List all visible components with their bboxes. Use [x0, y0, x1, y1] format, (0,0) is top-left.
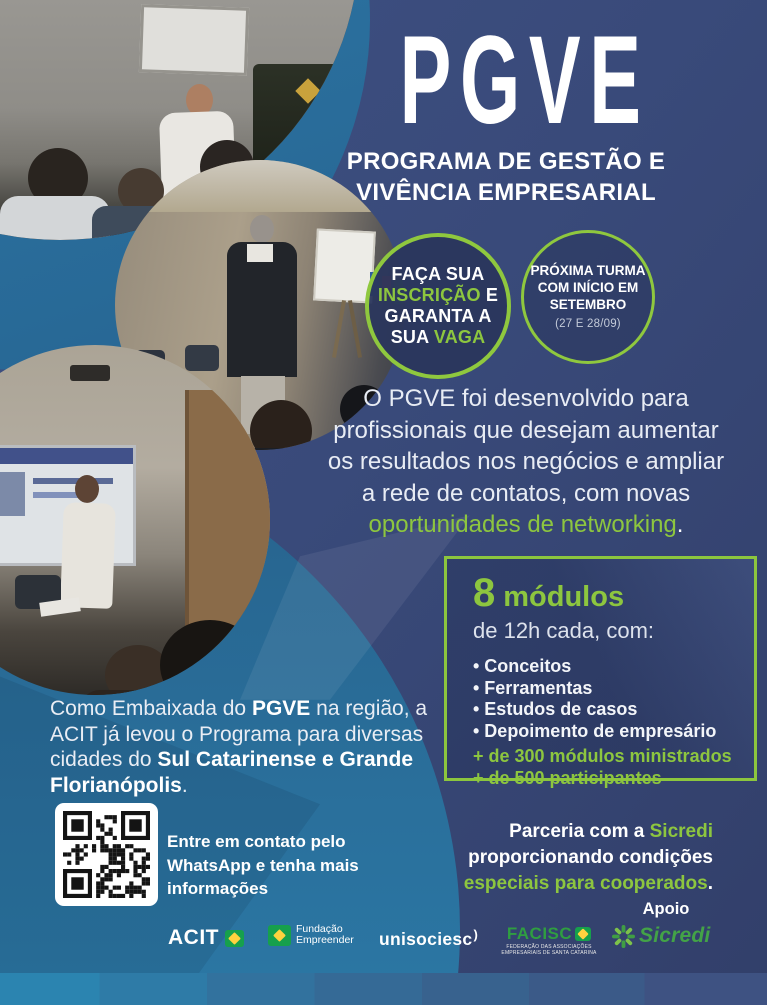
fundacao-empreender-label: Fundação Empreender	[296, 923, 354, 946]
modules-heading: 8 módulos	[473, 571, 625, 615]
fundacao-empreender-icon	[268, 925, 291, 946]
unisociesc-mark-icon: )	[473, 927, 479, 942]
subtitle-line2: VIVÊNCIA EMPRESARIAL	[356, 179, 656, 206]
ceiling-projector	[70, 365, 110, 381]
bold-pgve: PGVE	[251, 697, 311, 720]
intro-paragraph	[285, 383, 767, 541]
program-subtitle	[326, 146, 686, 208]
subtitle-line1: PROGRAMA DE GESTÃO E	[346, 148, 666, 175]
cta-line2: INSCRIÇÃO E	[377, 285, 499, 305]
photo-training-session-3	[0, 345, 270, 695]
intro-line: profissionais que desejam aumentar	[333, 416, 719, 444]
logo-facisc: FACISC FEDERAÇÃO DAS ASSOCIAÇÕES EMPRESARIAIS DE SANTA CATARINA	[497, 924, 601, 956]
slide-text-line	[33, 478, 113, 484]
wooden-door	[185, 390, 270, 650]
speaker-silhouette	[247, 244, 273, 262]
speaker-silhouette	[250, 215, 274, 243]
cta-line1: FAÇA SUA	[391, 264, 485, 284]
partnership-line1: Parceria com a Sicredi	[509, 821, 713, 842]
slide-header-bar	[0, 448, 133, 464]
program-acronym: PGVE	[399, 11, 650, 150]
ambassador-paragraph: Como Embaixada do PGVE na região, a ACIT já levou o Programa para diversas cidades do Sul Catarinense e Grande Florianópolis.	[50, 697, 428, 797]
logo-sicredi: Sicredi	[612, 924, 710, 948]
modules-bullet-list	[473, 656, 746, 742]
whatsapp-contact-text: Entre em contato pelo WhatsApp e tenha mais informações	[167, 832, 359, 898]
next-class-dates: (27 E 28/09)	[555, 317, 621, 330]
intro-line: a rede de contatos, com novas	[361, 479, 691, 507]
projector-screen	[139, 4, 249, 76]
enrollment-cta-circle	[365, 233, 511, 379]
modules-info-box	[444, 556, 757, 788]
diamond-icon	[578, 928, 589, 939]
qr-code-pattern	[63, 811, 150, 898]
stat-modules-taught: + de 300 módulos ministrados	[473, 746, 732, 766]
next-class-line3: SETEMBRO	[549, 296, 627, 312]
instructor-silhouette	[60, 502, 116, 609]
next-class-line1: PRÓXIMA TURMA	[530, 262, 646, 278]
partnership-line2: proporcionando condições	[468, 847, 713, 868]
whatsapp-qr-code	[55, 803, 158, 906]
sicredi-partnership-text	[383, 819, 713, 897]
intro-line: O PGVE foi desenvolvido para	[363, 385, 689, 412]
facisc-icon	[575, 927, 591, 941]
logo-fundacao-empreender	[268, 924, 354, 946]
banner-text-line	[283, 142, 335, 145]
sicredi-pinwheel-icon	[612, 925, 635, 948]
next-class-circle	[521, 230, 655, 364]
slide-image	[0, 472, 25, 516]
flip-chart-stand	[332, 300, 346, 358]
diamond-icon	[228, 932, 241, 945]
acit-icon	[225, 930, 244, 947]
modules-subtitle: de 12h cada, com:	[473, 618, 655, 643]
speaker-silhouette	[227, 242, 297, 377]
module-bullet: • Conceitos	[473, 656, 572, 676]
audience-silhouette	[125, 690, 270, 695]
modules-stats	[473, 746, 746, 789]
flip-chart-stand	[348, 300, 362, 358]
logo-acit: ACIT	[168, 926, 244, 950]
cta-line4: SUA VAGA	[390, 327, 486, 347]
support-label: Apoio	[642, 900, 690, 918]
bottom-color-band	[0, 973, 767, 1005]
stat-participants: + de 500 participantes	[473, 767, 662, 788]
bold-region: Sul Catarinense e Grande Florianópolis	[50, 748, 414, 797]
chair	[185, 345, 219, 371]
partnership-line3: especiais para cooperados.	[463, 873, 713, 894]
facisc-subtitle: FEDERAÇÃO DAS ASSOCIAÇÕES EMPRESARIAIS DE SANTA CATARINA	[501, 944, 597, 956]
cta-line3: GARANTA A	[384, 306, 492, 326]
module-bullet: • Estudos de casos	[473, 699, 638, 719]
next-class-line2: COM INÍCIO EM	[537, 279, 639, 295]
module-bullet: • Depoimento de empresário	[473, 720, 717, 741]
logo-unisociesc: unisociesc )	[379, 927, 479, 949]
modules-count: 8	[473, 571, 496, 615]
diamond-icon	[273, 929, 286, 942]
module-bullet: • Ferramentas	[473, 677, 593, 698]
intro-line: oportunidades de networking.	[368, 511, 684, 538]
instructor-silhouette	[75, 475, 99, 503]
intro-line: os resultados nos negócios e ampliar	[327, 448, 725, 475]
